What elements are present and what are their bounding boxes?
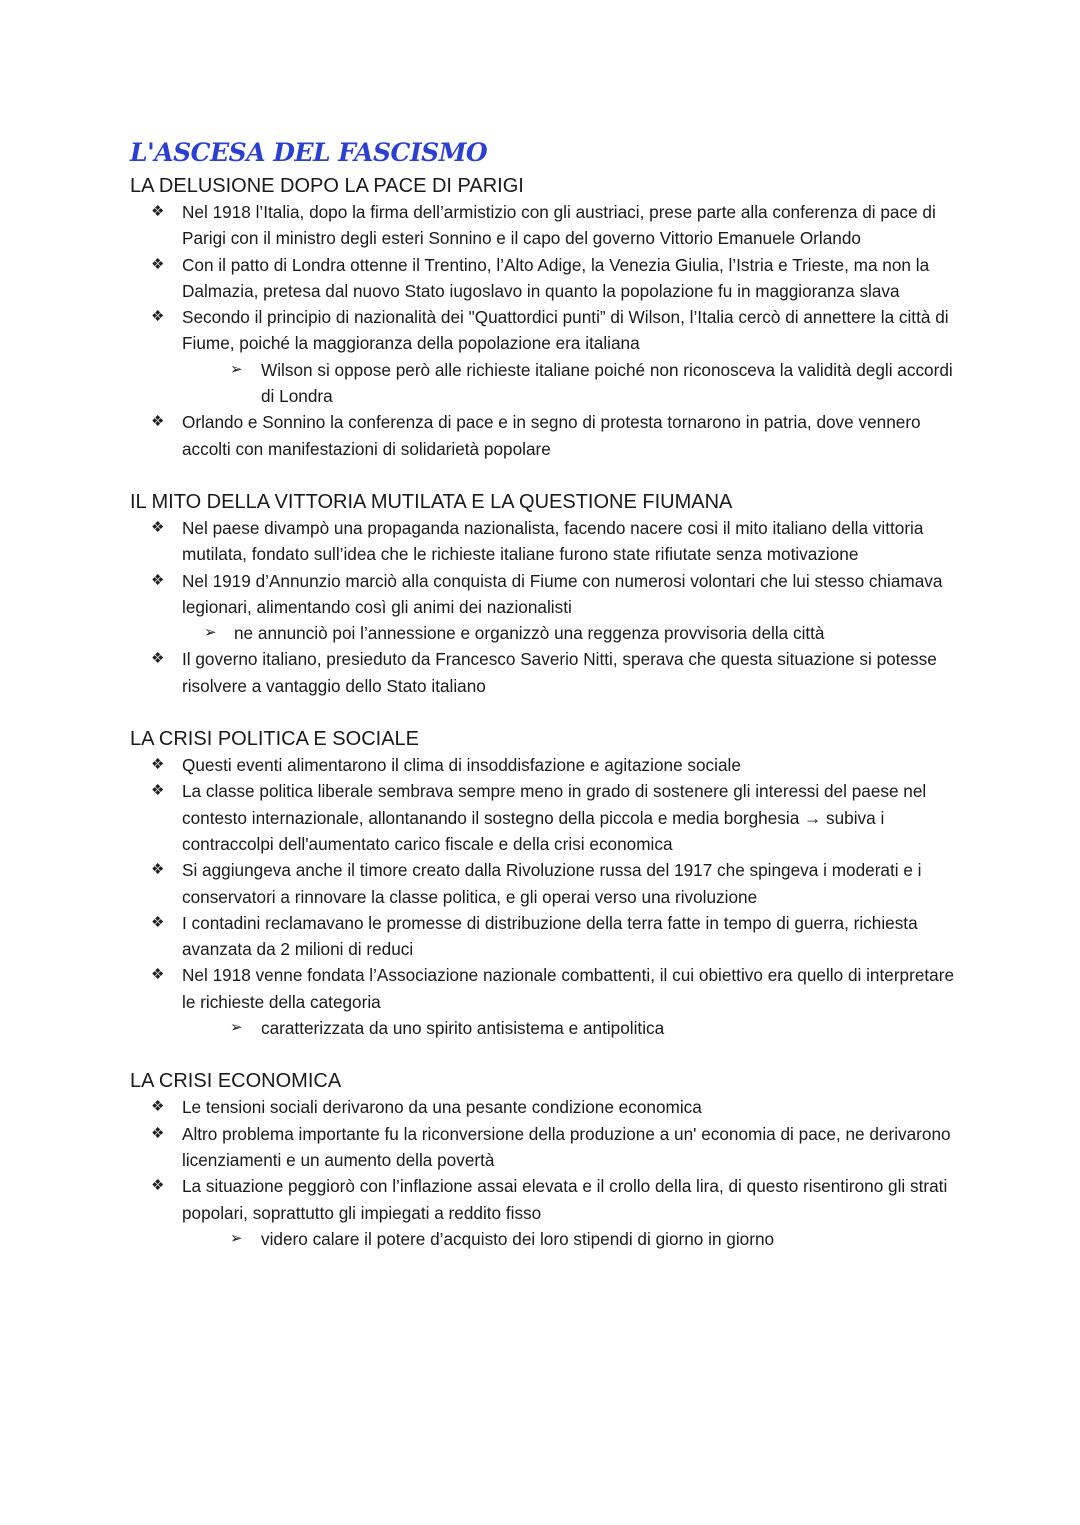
section-heading: IL MITO DELLA VITTORIA MUTILATA E LA QUESTIONE FIUMANA [130,490,733,513]
list-item [130,752,960,778]
sub-list-item-text: caratterizzata da uno spirito antisistema e antipolitica [261,1018,665,1039]
section-crisi-politica [130,726,960,1041]
list-item-text: Orlando e Sonnino la conferenza di pace e in segno di protesta tornarono in patria, dove vennero accolti con manifestazioni di solidarietà popolare [182,412,921,459]
diamond-bullet-icon: ❖ [151,255,165,273]
list-item-text: Nel 1918 l’Italia, dopo la firma dell’armistizio con gli austriaci, prese parte alla conferenza di pace di Parigi con il ministro degli esteri Sonnino e il capo del governo Vittorio Emanuele Orlando [182,202,936,249]
list-item-text: Le tensioni sociali derivarono da una pesante condizione economica [182,1097,702,1118]
diamond-bullet-icon: ❖ [151,1124,165,1142]
arrowhead-icon: ➢ [230,360,243,378]
sub-list-item [130,620,960,646]
sub-list-item-text: videro calare il potere d’acquisto dei loro stipendi di giorno in giorno [261,1228,775,1249]
list-item-text: Nel paese divampò una propaganda nazionalista, facendo nacere cosi il mito italiano della vittoria mutilata, fondato sull’idea che le richieste italiane furono state rifiutate senza motivazione [182,517,924,565]
bullet-list [130,515,960,699]
diamond-bullet-icon: ❖ [151,966,165,984]
diamond-bullet-icon: ❖ [151,308,165,326]
diamond-bullet-icon: ❖ [151,518,165,536]
arrowhead-icon: ➢ [230,1229,243,1247]
list-item [130,962,960,1015]
list-item-text: Altro problema importante fu la riconversione della produzione a un' economia di pace, ne derivarono licenziamenti e un aumento della povertà [182,1123,951,1170]
list-item-text: Secondo il principio di nazionalità dei "Quattordici punti” di Wilson, l’Italia cercò di annettere la città di Fiume, poiché la maggioranza della popolazione era italiana [182,307,949,354]
diamond-bullet-icon: ❖ [151,650,165,668]
page-title: L'ASCESA DEL FASCISMO [130,138,488,167]
section-vittoria-mutilata [130,489,960,699]
section-delusione [130,173,960,462]
list-item-text: I contadini reclamavano le promesse di distribuzione della terra fatte in tempo di guerra, richiesta avanzata da 2 milioni di reduci [182,912,918,960]
section-heading: LA CRISI ECONOMICA [130,1070,342,1093]
list-item-text: La classe politica liberale sembrava sempre meno in grado di sostenere gli interessi del paese nel contesto internazionale, allontanando il sostegno della piccola e media borghesia → subiva i contraccolpi dell'aumentato carico fiscale e della crisi economica [182,781,927,854]
diamond-bullet-icon: ❖ [151,756,165,774]
list-item [130,1173,960,1226]
sub-list-item [130,357,960,410]
bullet-list [130,1094,960,1252]
sub-list-item-text: Wilson si oppose però alle richieste italiane poiché non riconosceva la validità degli accordi di Londra [261,359,953,407]
list-item-text: Si aggiungeva anche il timore creato dalla Rivoluzione russa del 1917 che spingeva i moderati e i conservatori a rinnovare la classe politica, e gli operai verso una rivoluzione [182,860,922,907]
list-item [130,1094,960,1120]
document-page [130,133,960,1252]
bullet-list [130,752,960,1041]
list-item [130,778,960,857]
section-heading: LA DELUSIONE DOPO LA PACE DI PARIGI [130,175,524,197]
list-item [130,199,960,252]
bullet-list [130,199,960,462]
list-item-text: Nel 1918 venne fondata l’Associazione nazionale combattenti, il cui obiettivo era quello di interpretare le richieste della categoria [182,965,955,1012]
sub-list-item [130,1226,960,1252]
list-item [130,1121,960,1174]
diamond-bullet-icon: ❖ [151,203,165,220]
list-item [130,646,960,699]
list-item [130,857,960,910]
diamond-bullet-icon: ❖ [151,861,165,879]
sub-list-item-text: ne annunciò poi l’annessione e organizzò una reggenza provvisoria della città [234,623,825,644]
list-item [130,252,960,305]
list-item [130,304,960,357]
list-item [130,409,960,462]
list-item-text: La situazione peggiorò con l’inflazione assai elevata e il crollo della lira, di questo risentirono gli strati popolari, soprattutto gli impiegati a reddito fisso [182,1176,948,1223]
sub-list-item [130,1015,960,1041]
list-item-text: Questi eventi alimentarono il clima di insoddisfazione e agitazione sociale [182,755,741,776]
diamond-bullet-icon: ❖ [151,571,165,589]
diamond-bullet-icon: ❖ [151,913,165,931]
arrowhead-icon: ➢ [230,1019,243,1037]
section-crisi-economica [130,1068,960,1252]
diamond-bullet-icon: ❖ [151,1098,165,1116]
list-item [130,515,960,568]
list-item-text: Nel 1919 d’Annunzio marciò alla conquista di Fiume con numerosi volontari che lui stesso chiamava legionari, alimentando così gli animi dei nazionalisti [182,570,943,617]
diamond-bullet-icon: ❖ [151,782,165,800]
list-item [130,568,960,621]
section-heading: LA CRISI POLITICA E SOCIALE [130,728,419,751]
diamond-bullet-icon: ❖ [151,413,165,431]
list-item-text: Il governo italiano, presieduto da Francesco Saverio Nitti, sperava che questa situazione si potesse risolvere a vantaggio dello Stato italiano [182,649,937,696]
list-item-text: Con il patto di Londra ottenne il Trentino, l’Alto Adige, la Venezia Giulia, l’Istria e Trieste, ma non la Dalmazia, pretesa dal nuovo Stato iugoslavo in quanto la popolazione fu in maggioranza slava [182,254,930,301]
arrowhead-icon: ➢ [204,624,217,642]
diamond-bullet-icon: ❖ [151,1177,165,1195]
list-item [130,910,960,963]
